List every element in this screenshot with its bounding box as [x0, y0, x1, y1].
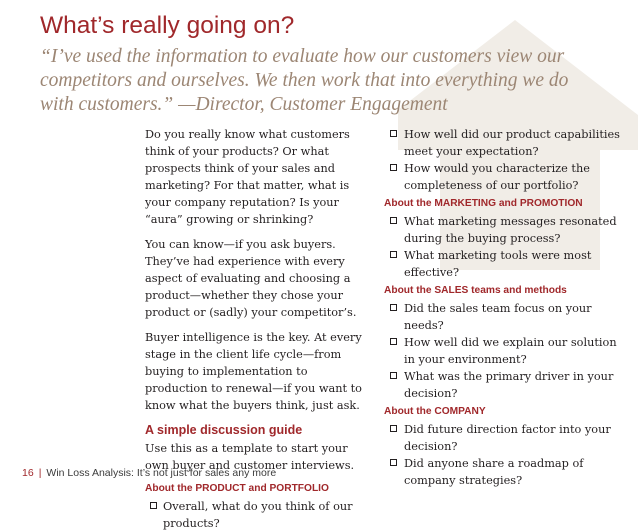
product-portfolio-heading: About the PRODUCT and PORTFOLIO: [145, 483, 329, 494]
checkbox-icon: [390, 425, 397, 432]
checkbox-icon: [390, 251, 397, 258]
buyer-intelligence-paragraph: Buyer intelligence is the key. At every stage in the client life cycle—from buying to implementation to production to renewal—if you want to know what the buyers think, just ask.: [145, 331, 362, 412]
question-text: How would you characterize the completeness of our portfolio?: [404, 162, 590, 192]
intro-paragraph: Do you really know what customers think of your products? Or what prospects think of your sales and marketing? For that matter, what is your company reputation? Is your “aura” growing or shrinking?: [145, 128, 350, 226]
list-item: [384, 160, 624, 194]
checkbox-icon: [390, 164, 397, 171]
marketing-question-list: [384, 213, 624, 281]
question-text: What marketing tools were most effective?: [404, 249, 592, 279]
page-title: What’s really going on?: [40, 12, 295, 39]
list-item: [384, 300, 624, 334]
guide-intro: Use this as a template to start your own buyer and customer interviews.: [145, 442, 355, 472]
guide-heading: A simple discussion guide: [145, 423, 303, 437]
question-text: Did anyone share a roadmap of company strategies?: [404, 457, 584, 487]
company-heading: About the COMPANY: [384, 406, 486, 417]
checkbox-icon: [390, 372, 397, 379]
question-text: Overall, what do you think of our products?: [163, 500, 353, 530]
marketing-heading: About the MARKETING and PROMOTION: [384, 198, 583, 209]
company-question-list: [384, 421, 624, 489]
list-item: [384, 455, 624, 489]
question-text: What marketing messages resonated during the buying process?: [404, 215, 617, 245]
checkbox-icon: [390, 304, 397, 311]
ask-buyers-paragraph: You can know—if you ask buyers. They’ve had experience with every aspect of evaluating and choosing a product—whether they chose your product or (sadly) your competitor’s.: [145, 238, 357, 319]
list-item: [384, 126, 624, 160]
list-item: [145, 498, 373, 532]
checkbox-icon: [390, 217, 397, 224]
sales-question-list: [384, 300, 624, 402]
question-text: What was the primary driver in your decision?: [404, 370, 614, 400]
question-text: Did future direction factor into your decision?: [404, 423, 611, 453]
product-question-list: [145, 498, 373, 532]
sales-heading: About the SALES teams and methods: [384, 285, 567, 296]
right-column: [384, 126, 624, 489]
list-item: [384, 213, 624, 247]
product-question-list-cont: [384, 126, 624, 194]
question-text: How well did we explain our solution in your environment?: [404, 336, 617, 366]
question-text: How well did our product capabilities meet your expectation?: [404, 128, 620, 158]
checkbox-icon: [150, 502, 157, 509]
checkbox-icon: [390, 459, 397, 466]
list-item: [384, 368, 624, 402]
footer-text: Win Loss Analysis: It’s not just for sales any more: [46, 467, 277, 479]
page-footer: [22, 467, 276, 479]
list-item: [384, 247, 624, 281]
checkbox-icon: [390, 130, 397, 137]
question-text: Did the sales team focus on your needs?: [404, 302, 592, 332]
pull-quote: “I’ve used the information to evaluate how our customers view our competitors and ourselves. We then work that into everything we do with customers.” —Director, Customer Engagement: [40, 46, 569, 115]
checkbox-icon: [390, 338, 397, 345]
list-item: [384, 421, 624, 455]
page-number: 16: [22, 467, 34, 479]
footer-separator: |: [38, 467, 42, 479]
list-item: [384, 334, 624, 368]
